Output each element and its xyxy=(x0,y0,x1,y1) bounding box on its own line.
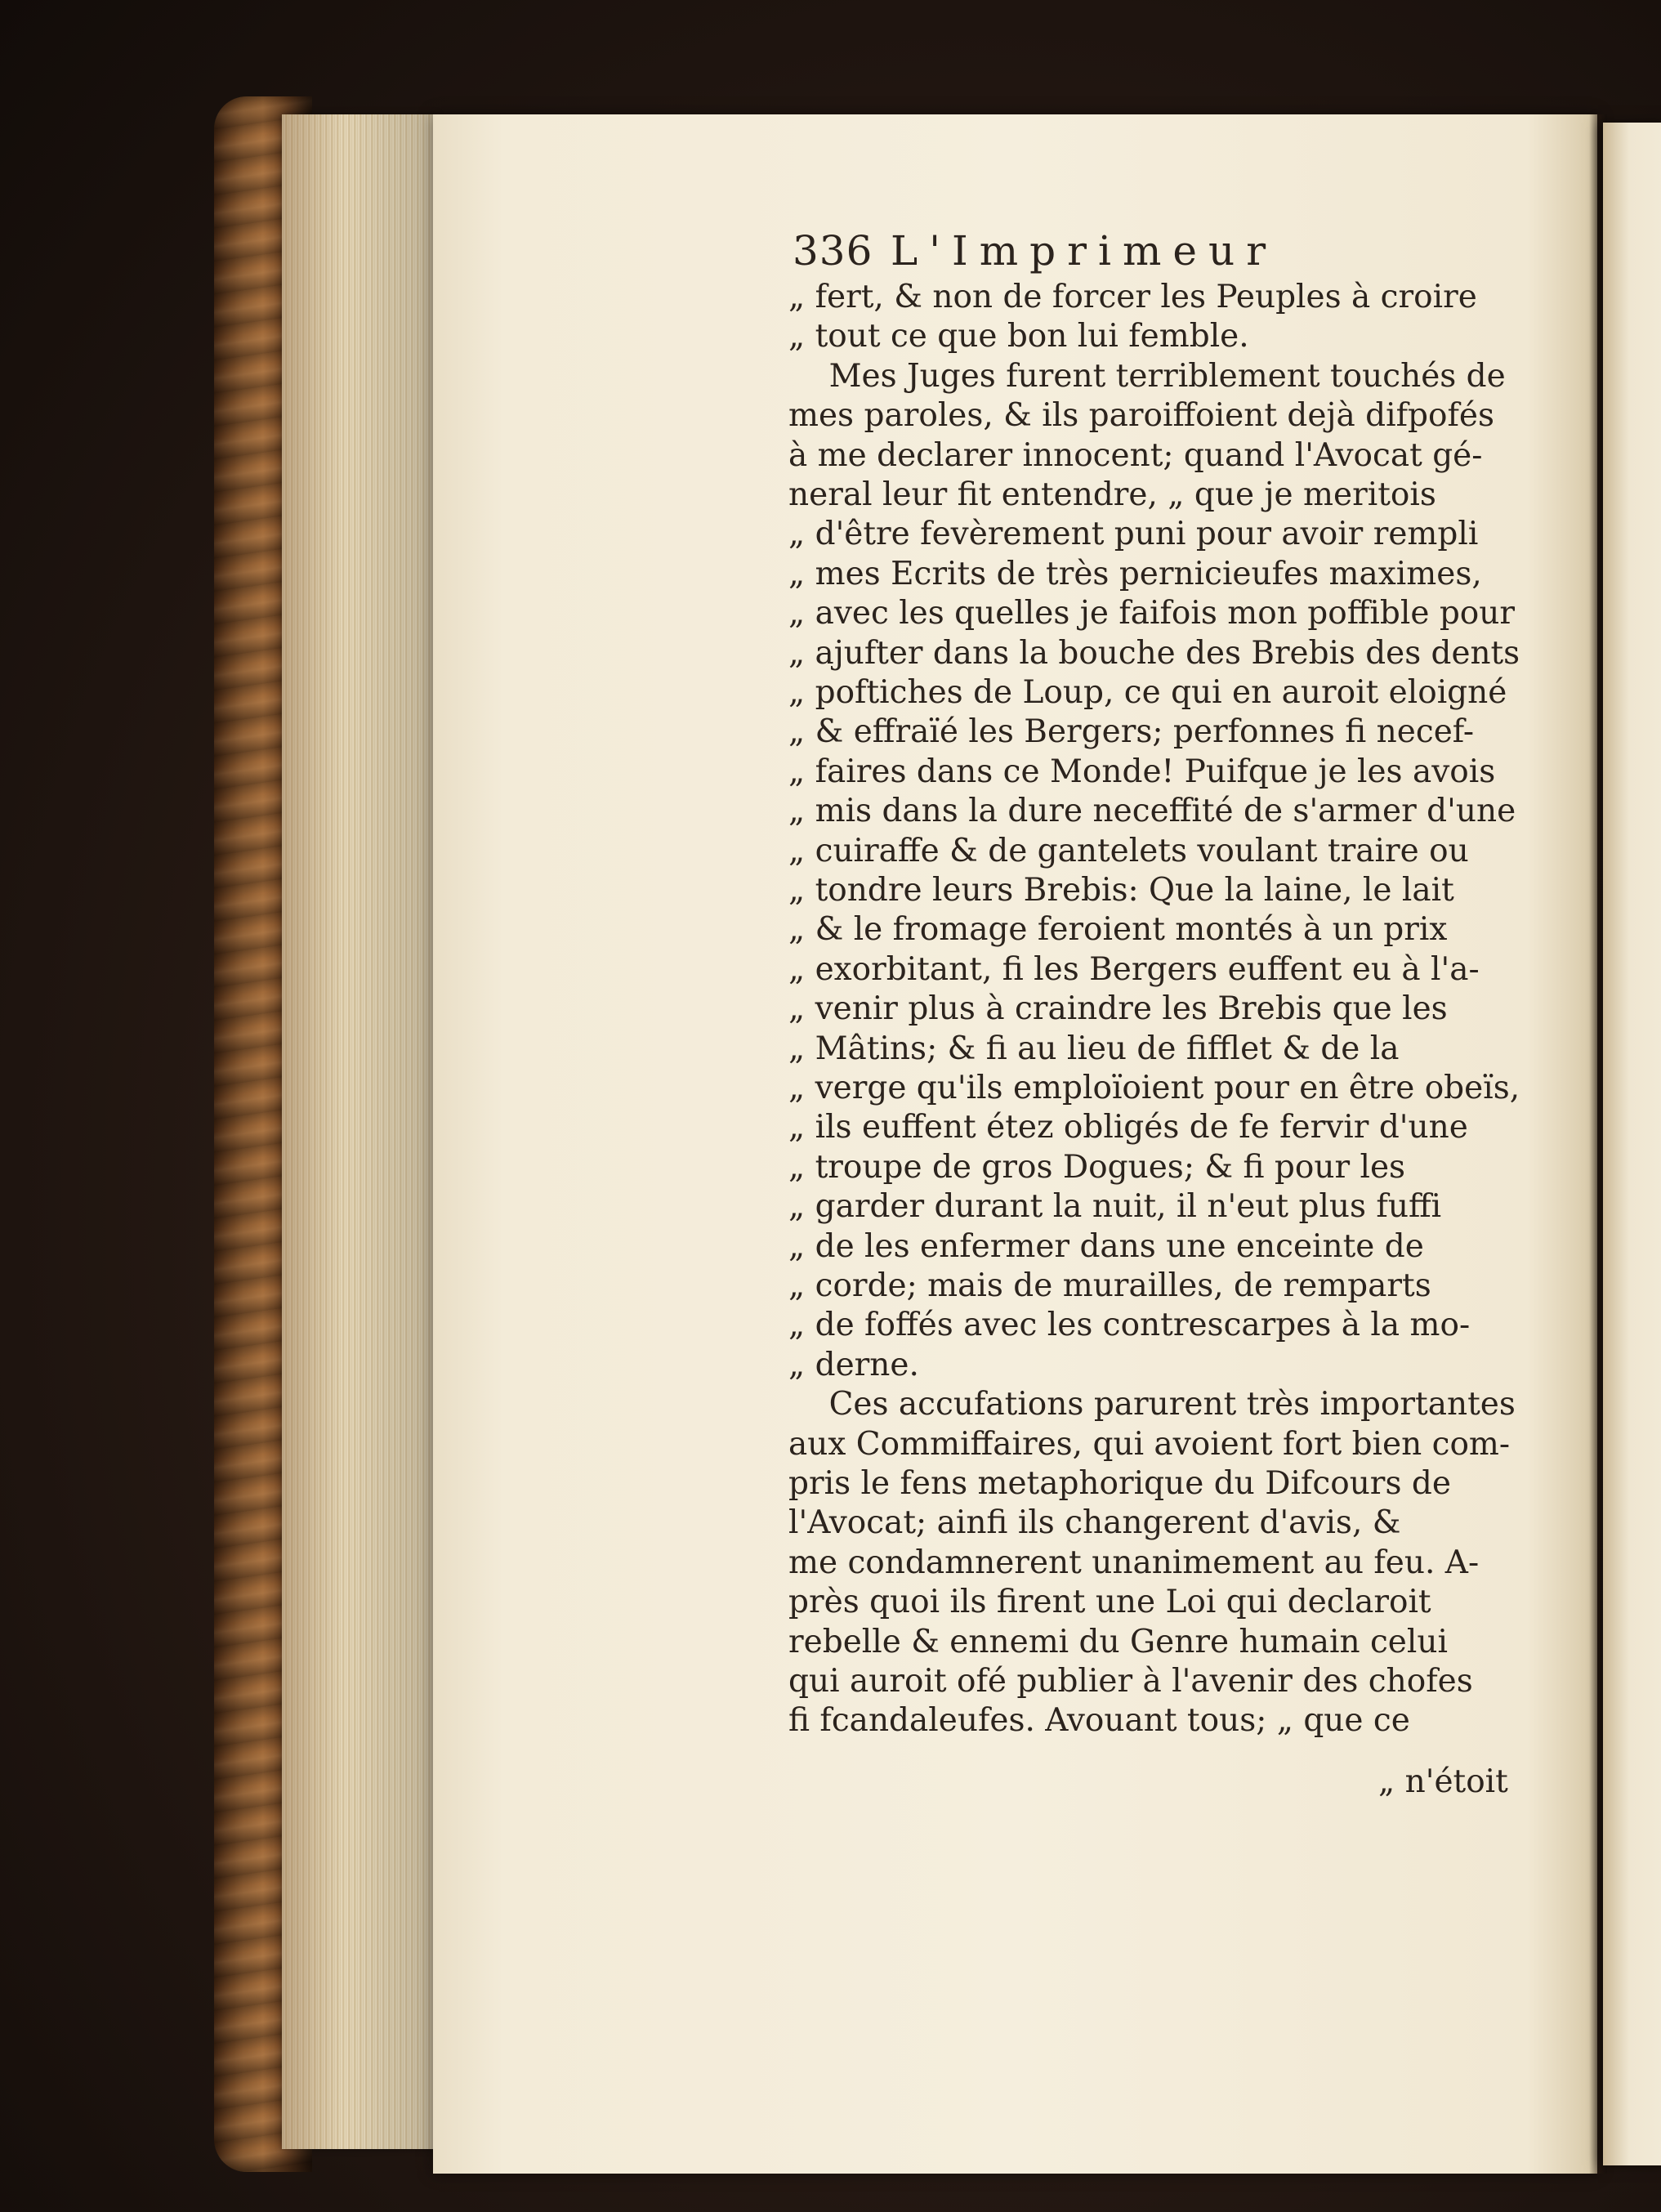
running-title: L'Imprimeur xyxy=(891,227,1278,275)
text-line: rebelle & ennemi du Genre humain celui xyxy=(788,1623,1448,1660)
text-line: pris le fens metaphorique du Difcours de xyxy=(788,1465,1451,1502)
text-line: „ de les enfermer dans une enceinte de xyxy=(788,1227,1424,1265)
text-line: „ ils euffent étez obligés de fe fervir d'une xyxy=(788,1109,1468,1146)
text-line: „ tout ce que bon lui femble. xyxy=(788,318,1249,355)
text-line: Ces accufations parurent très importantes xyxy=(788,1386,1516,1423)
text-line: „ cuiraffe & de gantelets voulant traire ou xyxy=(788,832,1469,869)
text-line: aux Commiffaires, qui avoient fort bien com- xyxy=(788,1425,1511,1463)
text-line: „ ajufter dans la bouche des Brebis des dents xyxy=(788,634,1520,672)
text-line: à me declarer innocent; quand l'Avocat gé- xyxy=(788,436,1483,474)
text-line: „ & le fromage feroient montés à un prix xyxy=(788,911,1448,949)
text-line: „ corde; mais de murailles, de remparts xyxy=(788,1267,1431,1304)
text-line: „ derne. xyxy=(788,1346,919,1383)
text-line: „ poftiches de Loup, ce qui en auroit eloigné xyxy=(788,674,1507,711)
text-line: fi fcandaleufes. Avouant tous; „ que ce xyxy=(788,1702,1410,1740)
facing-page-edge xyxy=(1603,123,1661,2165)
text-line: „ d'être fevèrement puni pour avoir rempli xyxy=(788,516,1479,553)
text-line: l'Avocat; ainfi ils changerent d'avis, & xyxy=(788,1504,1401,1542)
text-line: „ troupe de gros Dogues; & fi pour les xyxy=(788,1148,1406,1186)
page-edges xyxy=(282,114,437,2149)
text-line: „ Mâtins; & fi au lieu de fifflet & de la xyxy=(788,1030,1400,1067)
text-line: qui auroit ofé publier à l'avenir des chofes xyxy=(788,1663,1473,1700)
text-line: „ mes Ecrits de très pernicieufes maximes, xyxy=(788,555,1482,592)
text-line: neral leur fit entendre, „ que je meritois xyxy=(788,476,1436,513)
text-line: me condamnerent unanimement au feu. A- xyxy=(788,1544,1480,1581)
text-line: Mes Juges furent terriblement touchés de xyxy=(788,357,1506,395)
text-line: „ mis dans la dure neceffité de s'armer d'une xyxy=(788,793,1516,830)
text-line: „ avec les quelles je faifois mon poffible pour xyxy=(788,595,1516,632)
text-line: „ fert, & non de forcer les Peuples à croire xyxy=(788,279,1477,315)
catchword: „ n'étoit xyxy=(1378,1763,1508,1800)
text-line: près quoi ils firent une Loi qui declaroit xyxy=(788,1584,1431,1621)
text-line: mes paroles, & ils paroiffoient dejà difpofés xyxy=(788,397,1495,435)
text-line: „ verge qu'ils emploïoient pour en être obeïs, xyxy=(788,1070,1520,1106)
page-number: 336 xyxy=(793,227,873,275)
text-line: „ exorbitant, fi les Bergers euffent eu à l'a- xyxy=(788,950,1480,988)
text-line: „ tondre leurs Brebis: Que la laine, le lait xyxy=(788,872,1454,909)
text-line: „ venir plus à craindre les Brebis que les xyxy=(788,990,1448,1028)
text-line: „ faires dans ce Monde! Puifque je les avois xyxy=(788,753,1496,790)
text-line: „ garder durant la nuit, il n'eut plus fuffi xyxy=(788,1188,1442,1226)
text-line: „ & effraïé les Bergers; perfonnes fi necef- xyxy=(788,713,1475,751)
text-line: „ de foffés avec les contrescarpes à la mo- xyxy=(788,1307,1471,1344)
